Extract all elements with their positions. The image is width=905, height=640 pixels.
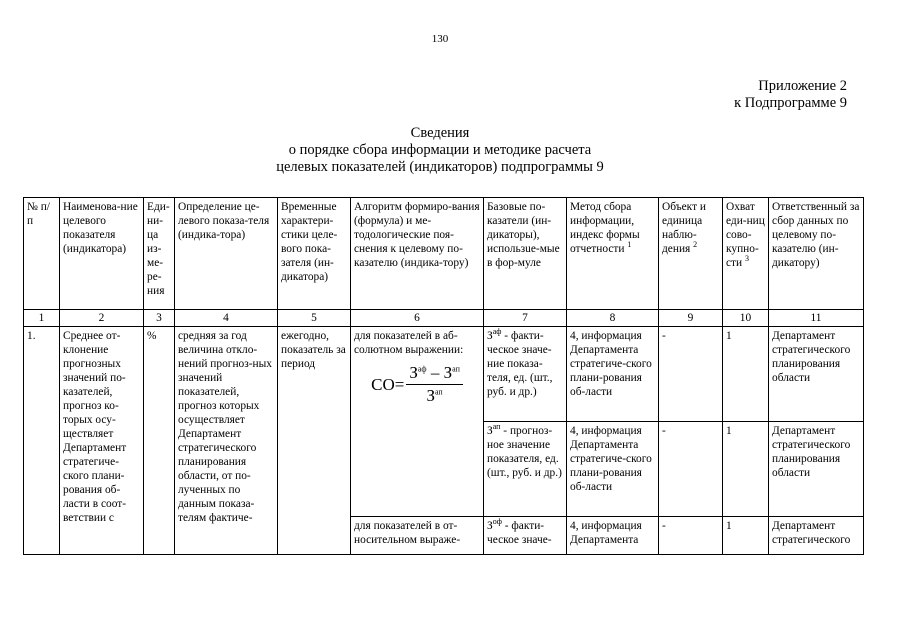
col-header-responsible: Ответственный за сбор данных по целевому по-казателю (ин-дикатору) xyxy=(769,198,864,310)
column-number: 4 xyxy=(175,310,278,327)
col-header-number: № п/п xyxy=(24,198,60,310)
column-number: 10 xyxy=(723,310,769,327)
formula-denominator: $З^{ап}$ xyxy=(426,386,443,405)
col-header-definition: Определение це-левого показа-теля (индика-тора) xyxy=(175,198,278,310)
collection-method: 4, информация Департамента стратегиче-ского плани-рования об-ласти xyxy=(567,422,659,517)
appendix-reference xyxy=(734,78,847,112)
column-number: 3 xyxy=(144,310,175,327)
column-number: 7 xyxy=(484,310,567,327)
algorithm-absolute xyxy=(351,327,484,517)
formula-numerator: $З^{аф} - З^{ап}$ xyxy=(406,363,463,385)
base-indicator: $З^{ап}$ - прогноз-ное значение показателя, ед. (шт., руб. и др.) xyxy=(484,422,567,517)
col-header-object-text: Объект и единица наблю-дения xyxy=(662,201,706,255)
footnote-mark-2: 2 xyxy=(693,240,698,250)
heading-line-2: о порядке сбора информации и методике расчета xyxy=(288,142,592,158)
col-header-coverage-text: Охват еди-ниц сово-купно-сти xyxy=(726,201,765,269)
col-header-object xyxy=(659,198,723,310)
responsible: Департамент стратегического планирования области xyxy=(769,422,864,517)
base-indicator: $З^{аф}$ - факти-ческое значе-ние показа-теля, ед. (шт., руб. и др.) xyxy=(484,327,567,422)
observation-object: - xyxy=(659,517,723,555)
collection-method: 4, информация Департамента стратегиче-ского плани-рования об-ласти xyxy=(567,327,659,422)
responsible: Департамент стратегического xyxy=(769,517,864,555)
column-number: 11 xyxy=(769,310,864,327)
coverage: 1 xyxy=(723,422,769,517)
footnote-mark-3: 3 xyxy=(745,254,749,264)
appendix-line-2: к Подпрограмме 9 xyxy=(734,95,847,111)
column-number: 5 xyxy=(278,310,351,327)
table-header-row xyxy=(24,198,864,310)
indicator-definition: средняя за год величина откло-нений прогноз-ных значений показателей, прогноз которых осуществляет Департамент стратегического планирования области, от по-лученных по данным показа-телям фактиче- xyxy=(175,327,278,555)
formula xyxy=(354,363,480,406)
algorithm-relative: для показателей в от-носительном выраже- xyxy=(351,517,484,555)
heading-line-1: Сведения xyxy=(410,125,470,141)
column-number: 9 xyxy=(659,310,723,327)
formula-fraction xyxy=(406,363,463,406)
algorithm-abs-text: для показателей в аб-солютном выражении: xyxy=(354,330,464,356)
column-number-row xyxy=(24,310,864,327)
col-header-time: Временные характери-стики целе-вого пока-зателя (ин-дикатора) xyxy=(278,198,351,310)
coverage: 1 xyxy=(723,517,769,555)
column-number: 6 xyxy=(351,310,484,327)
observation-object: - xyxy=(659,422,723,517)
col-header-method xyxy=(567,198,659,310)
appendix-line-1: Приложение 2 xyxy=(758,78,847,94)
coverage: 1 xyxy=(723,327,769,422)
table-row xyxy=(24,327,864,422)
formula-lhs: СО= xyxy=(371,374,405,394)
col-header-method-text: Метод сбора информации, индекс формы отчетности xyxy=(570,201,640,255)
indicator-name: Среднее от-клонение прогнозных значений по-казателей, прогноз ко-торых осу-ществляет Департамент стратегиче-ского плани-рования об-ласти в соот-ветствии с xyxy=(60,327,144,555)
indicators-table xyxy=(23,197,864,555)
indicator-unit: % xyxy=(144,327,175,555)
column-number: 2 xyxy=(60,310,144,327)
row-number: 1. xyxy=(24,327,60,555)
col-header-base-indicators: Базовые по-казатели (ин-дикаторы), использue-мые в фор-муле xyxy=(484,198,567,310)
col-header-name: Наименова-ние целевого показателя (индикатора) xyxy=(60,198,144,310)
responsible: Департамент стратегического планирования области xyxy=(769,327,864,422)
col-header-algorithm: Алгоритм формиро-вания (формула) и ме-тодологические поя-снения к целевому по-казателю (индика-тору) xyxy=(351,198,484,310)
indicator-time: ежегодно, показатель за период xyxy=(278,327,351,555)
collection-method: 4, информация Департамента xyxy=(567,517,659,555)
page-number: 130 xyxy=(431,33,449,45)
observation-object: - xyxy=(659,327,723,422)
column-number: 8 xyxy=(567,310,659,327)
document-heading xyxy=(0,125,880,176)
base-indicator: $З^{оф}$ - факти-ческое значе- xyxy=(484,517,567,555)
column-number: 1 xyxy=(24,310,60,327)
col-header-unit: Еди-ни-ца из-ме-ре-ния xyxy=(144,198,175,310)
col-header-coverage xyxy=(723,198,769,310)
heading-line-3: целевых показателей (индикаторов) подпрограммы 9 xyxy=(276,159,604,175)
footnote-mark-1: 1 xyxy=(627,240,632,250)
